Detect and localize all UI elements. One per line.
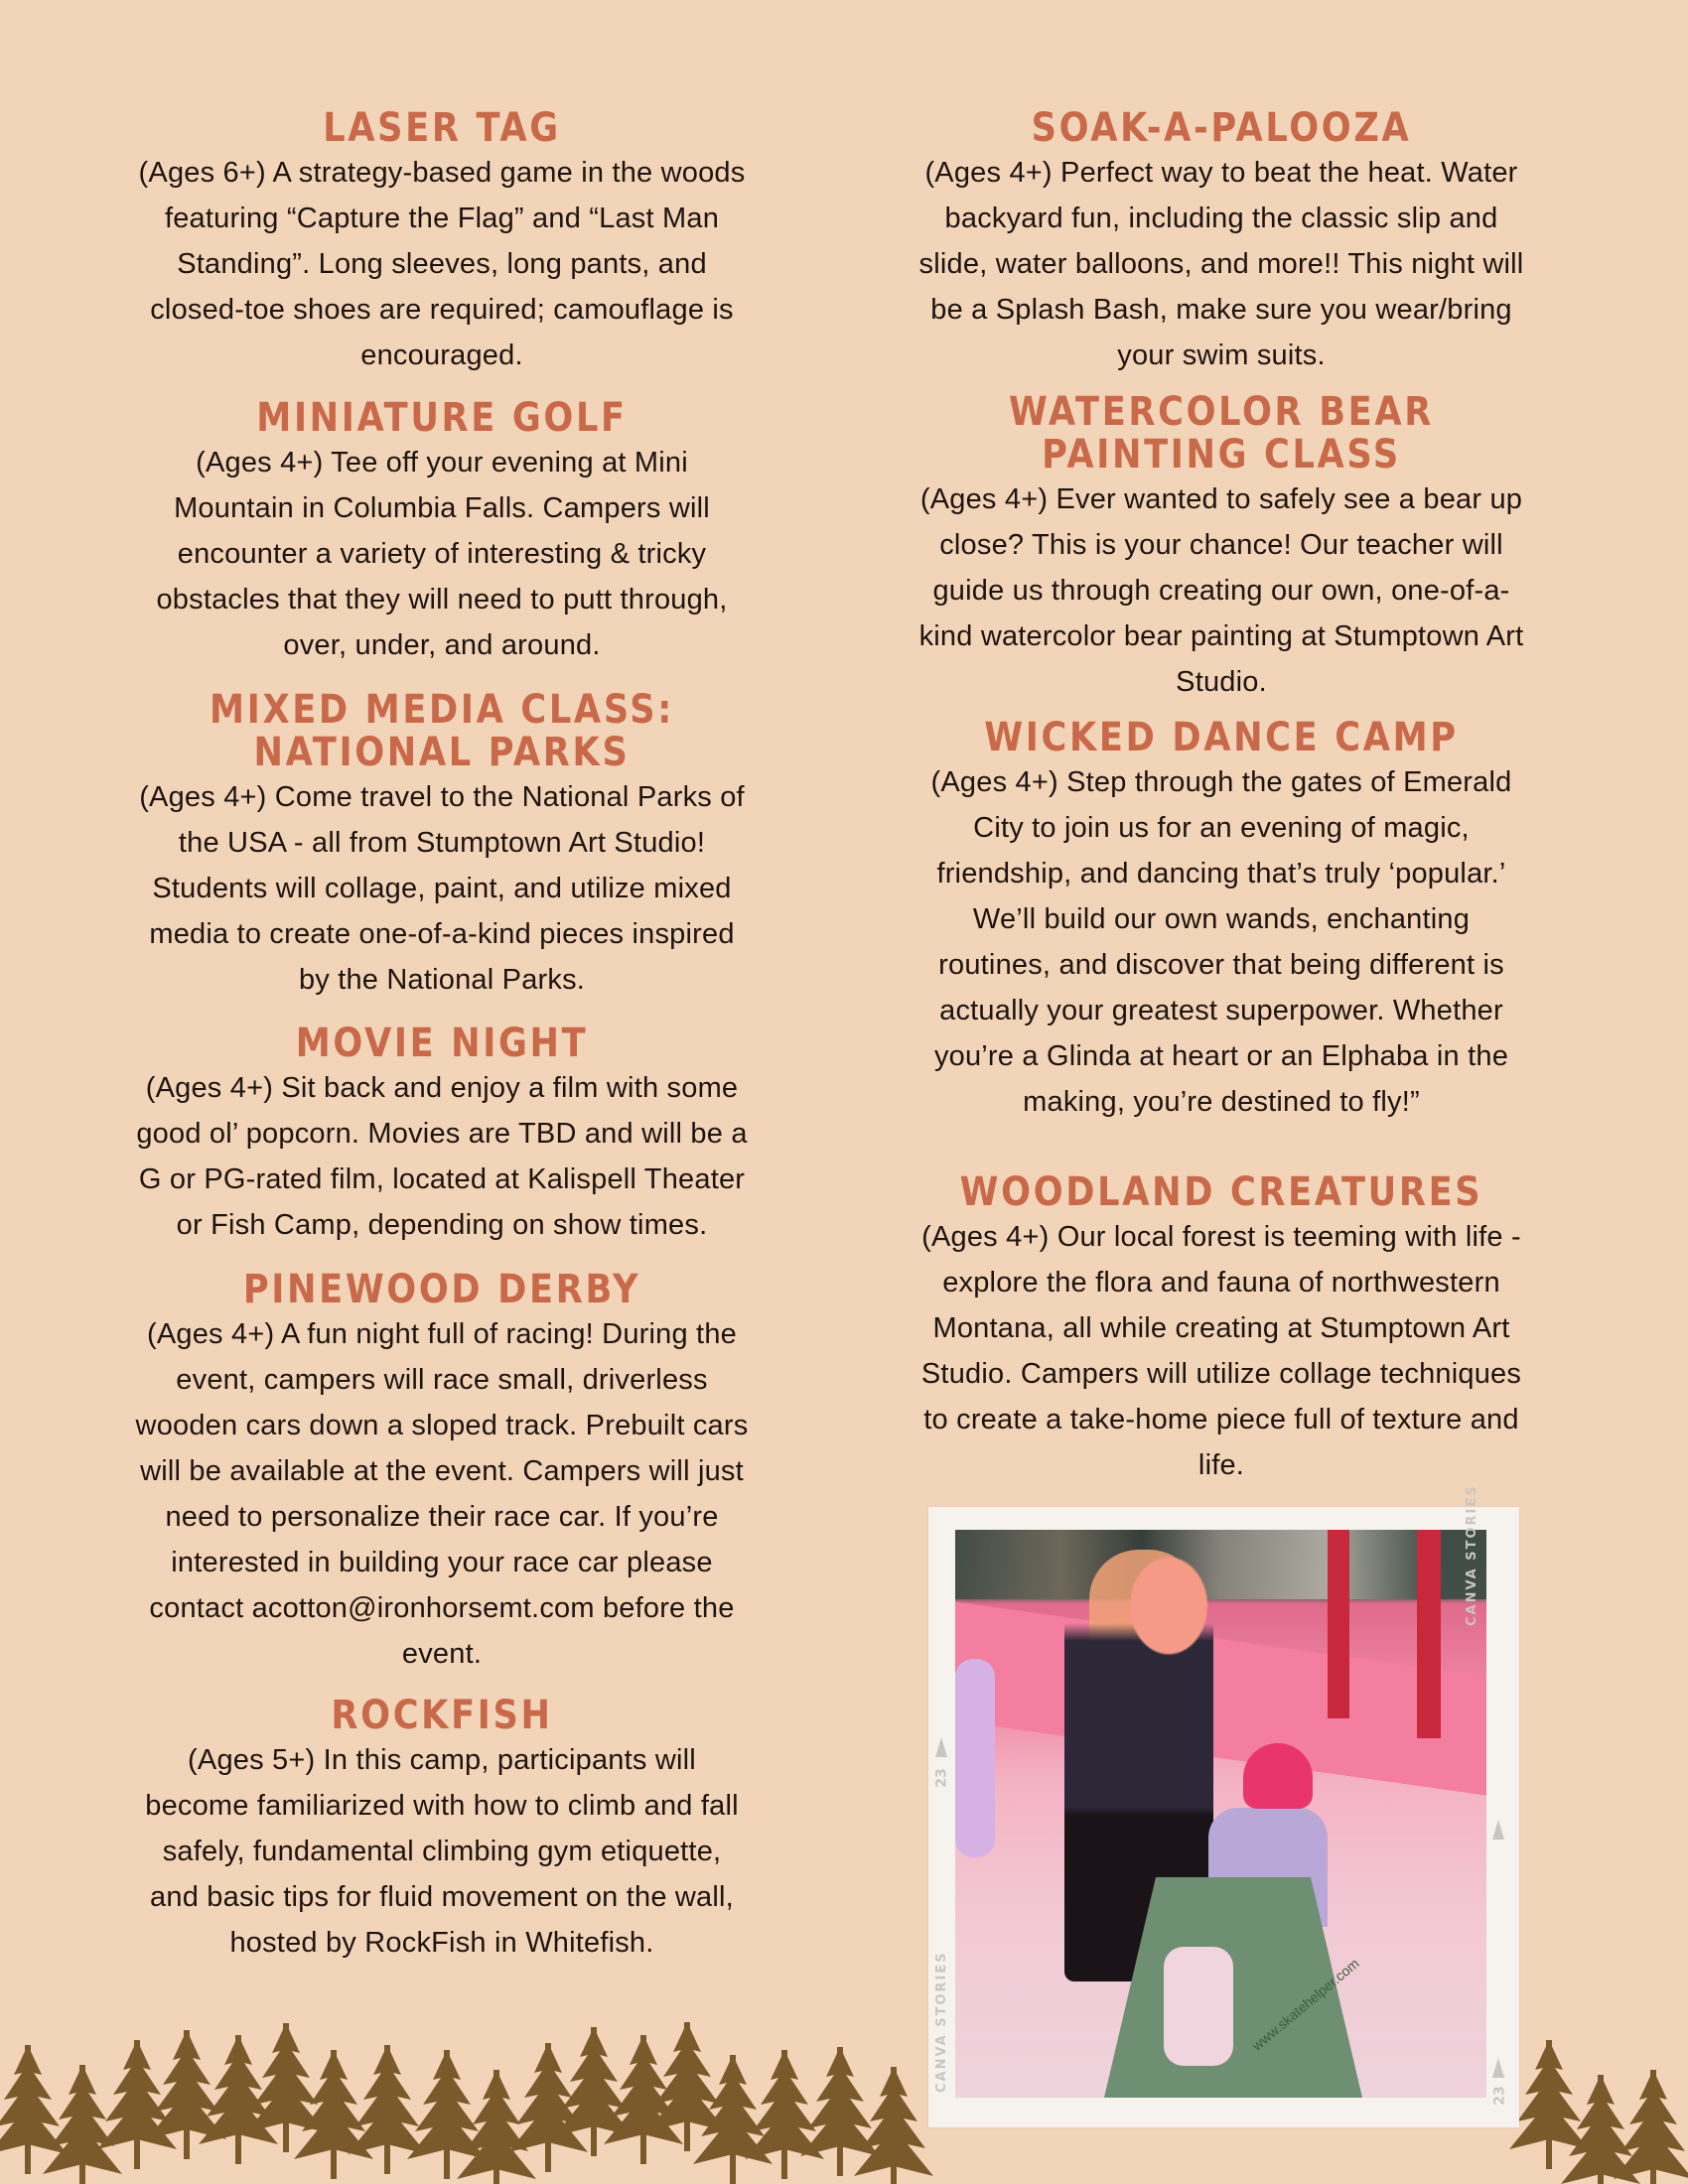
description-line: encouraged. [360,340,523,371]
description-line: (Ages 4+) A fun night full of racing! During the [147,1318,737,1350]
activity-title: SOAK-A-PALOOZA [1031,105,1412,151]
activity-title-line-1: MIXED MEDIA CLASS: [210,687,674,733]
description-line: good ol’ popcorn. Movies are TBD and will be a [136,1118,748,1150]
activity-title: PINEWOOD DERBY [242,1267,641,1312]
frame-label-top: CANVA STORIES [1465,1484,1479,1626]
activity-description [869,477,1574,705]
triangle-icon [935,1737,947,1757]
description-line: event, campers will race small, driverless [176,1364,708,1396]
description-line: backyard fun, including the classic slip and [944,203,1498,234]
description-line: We’ll build our own wands, enchanting [972,903,1471,935]
activity-title-line-1: WATERCOLOR BEAR [1009,389,1434,435]
description-line: (Ages 6+) A strategy-based game in the woods [138,157,746,189]
activity-movie-night [94,1023,789,1248]
description-line: the USA - all from Stumptown Art Studio! [178,827,706,859]
activity-description [869,1214,1574,1488]
description-line: City to join us for an evening of magic, [973,812,1470,844]
activity-title: LASER TAG [323,105,561,151]
description-line: or Fish Camp, depending on show times. [176,1209,708,1241]
activity-title: WOODLAND CREATURES [959,1169,1483,1215]
description-line: life. [1197,1449,1245,1481]
triangle-icon [1492,2058,1504,2078]
description-line: Mountain in Columbia Falls. Campers will [174,492,710,524]
description-line: (Ages 4+) Tee off your evening at Mini [196,447,688,478]
description-line: explore the flora and fauna of northwestern [942,1267,1500,1298]
description-line: guide us through creating our own, one-of-a- [932,575,1510,607]
activity-description [94,1737,789,1966]
description-line: Students will collage, paint, and utilize mixed [152,873,732,904]
helmet-icon [1243,1743,1313,1809]
activity-title: MINIATURE GOLF [256,395,628,441]
description-line: (Ages 4+) Step through the gates of Emerald [930,766,1512,798]
description-line: your swim suits. [1117,340,1326,371]
activity-description [94,1311,789,1677]
frame-number-left: 23 [933,1768,950,1788]
activity-title: ROCKFISH [331,1693,553,1738]
description-line: (Ages 4+) Come travel to the National Parks of [139,781,745,813]
description-line: and basic tips for fluid movement on the wall, [150,1881,734,1913]
description-line: (Ages 4+) Ever wanted to safely see a bear up [919,483,1523,515]
description-line: slide, water balloons, and more!! This night will [918,248,1524,280]
description-line: (Ages 4+) Our local forest is teeming with life - [921,1221,1521,1253]
activity-soak-a-palooza [869,107,1574,378]
description-line: you’re a Glinda at heart or an Elphaba in the [933,1040,1509,1072]
description-line: actually your greatest superpower. Whether [939,995,1503,1026]
description-line: interested in building your race car please [171,1547,713,1578]
activity-laser-tag [94,107,789,378]
activity-title-line-2: NATIONAL PARKS [253,730,631,775]
description-line: wooden cars down a sloped track. Prebuilt cars [135,1410,749,1441]
description-line: contact acotton@ironhorsemt.com before the [149,1592,735,1624]
activity-description [94,1065,789,1248]
activity-description [94,150,789,378]
description-line: over, under, and around. [283,629,601,661]
description-line: Studio. Campers will utilize collage techniques [920,1358,1522,1390]
description-line: by the National Parks. [298,964,586,996]
description-line: Standing”. Long sleeves, long pants, and [177,248,707,280]
description-line: obstacles that they will need to putt through, [156,584,728,615]
description-line: safely, fundamental climbing gym etiquette, [162,1836,722,1867]
activity-rockfish [94,1695,789,1966]
activity-mixed-media [94,689,789,1003]
activity-description [94,440,789,668]
activity-title-line-2: PAINTING CLASS [1042,432,1401,478]
activity-miniature-golf [94,397,789,668]
photo-frame [928,1484,1519,2127]
frame-label-bottom: CANVA STORIES [934,1951,949,2093]
description-line: need to personalize their race car. If you’re [165,1501,719,1533]
activity-wicked-dance-camp [869,717,1574,1125]
description-line: (Ages 4+) Sit back and enjoy a film with some [145,1072,739,1104]
skating-photo [955,1530,1486,2098]
activity-description [869,150,1574,378]
description-line: Studio. [1176,666,1267,698]
activity-watercolor-bear [869,391,1574,705]
description-line: encounter a variety of interesting & tricky [177,538,707,570]
description-line: featuring “Capture the Flag” and “Last Man [164,203,720,234]
activity-title: WICKED DANCE CAMP [984,715,1459,760]
triangle-icon [1492,1820,1504,1840]
description-line: routines, and discover that being different is [938,949,1504,981]
description-line: event. [401,1638,483,1670]
description-line: making, you’re destined to fly!” [1023,1086,1420,1118]
activity-description [869,759,1574,1125]
description-line: closed-toe shoes are required; camouflage is [150,294,734,326]
activity-description [94,774,789,1003]
description-line: (Ages 5+) In this camp, participants will [188,1744,696,1776]
description-line: (Ages 4+) Perfect way to beat the heat. Water [924,157,1518,189]
activity-woodland-creatures [869,1171,1574,1488]
description-line: Montana, all while creating at Stumptown Art [932,1312,1510,1344]
description-line: to create a take-home piece full of texture and [923,1404,1519,1435]
activity-pinewood-derby [94,1269,789,1677]
frame-number-right: 23 [1491,2086,1508,2106]
description-line: become familiarized with how to climb and fall [145,1790,739,1822]
description-line: G or PG-rated film, located at Kalispell Theater [138,1163,746,1195]
description-line: media to create one-of-a-kind pieces inspired [149,918,735,950]
description-line: friendship, and dancing that’s truly ‘popular.’ [936,858,1506,889]
description-line: be a Splash Bash, make sure you wear/bring [930,294,1512,326]
activity-title: MOVIE NIGHT [295,1021,589,1066]
skate-helper-text: www.skatehelper.com [1248,1955,1362,2054]
description-line: will be available at the event. Campers will just [140,1455,744,1487]
description-line: kind watercolor bear painting at Stumptown Art [918,620,1524,652]
description-line: hosted by RockFish in Whitefish. [229,1927,654,1959]
description-line: close? This is your chance! Our teacher will [939,529,1503,561]
